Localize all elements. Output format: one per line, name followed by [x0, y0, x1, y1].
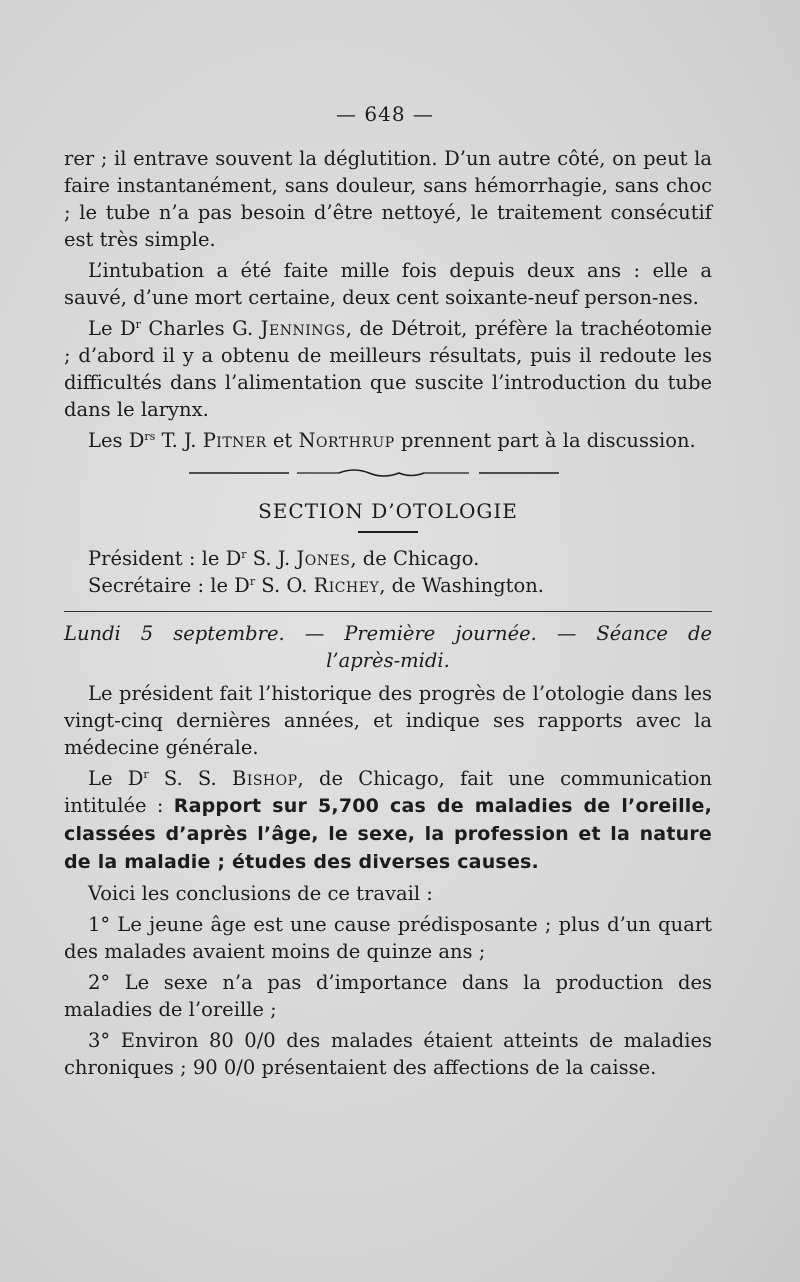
list-item: 3° Environ 80 0/0 des malades étaient atteints de maladies chroniques ; 90 0/0 présentaient des affections de la caisse. — [64, 1028, 712, 1079]
author-name: Pitner — [202, 429, 267, 452]
paragraph: Les $D^{rs}$ T. J. Pitner et Northrup prennent part à la discussion. — [88, 429, 696, 452]
paragraph: rer ; il entrave souvent la déglutition. D’un autre côté, on peut la faire instantanément, sans douleur, sans hémorrhagie, sans choc ; le tube n’a pas besoin d’être nettoyé, le traitement consécutif est très simple. — [64, 147, 712, 251]
ornament-icon — [189, 465, 559, 481]
section-title: SECTION D’OTOLOGIE — [258, 499, 518, 523]
ornamental-divider — [64, 460, 712, 488]
president-line: Président : le $D^r$ S. J. Jones, de Chicago. — [88, 546, 480, 570]
session-heading: Lundi 5 septembre. — Première journée. — Séance de — [64, 621, 712, 645]
paragraph: Le $D^r$ S. S. Bishop, de Chicago, fait une communication intitulée : Rapport sur 5,700 cas de maladies de l’oreille, classées d’après l’âge, le sexe, la profession et la nature de la maladie ; études des diverses causes. — [64, 766, 713, 873]
paragraph: Voici les conclusions de ce travail : — [88, 881, 433, 905]
title-underline — [358, 531, 418, 533]
communication-title: Rapport sur 5,700 cas de maladies de l’oreille, classées d’après l’âge, le sexe, la profession et la nature de la maladie ; études des diverses causes. — [64, 794, 712, 873]
paragraph: Le $D^r$ Charles G. Jennings, de Détroit, préfère la trachéotomie ; d’abord il y a obtenu de meilleurs résultats, puis il redoute les difficultés dans l’alimentation que suscite l’introduction du tube dans le larynx. — [64, 317, 713, 421]
page-text — [64, 145, 712, 1085]
session-heading-cont: l’après-midi. — [326, 648, 450, 672]
author-name: Northrup — [298, 429, 395, 452]
paragraph: Le président fait l’historique des progrès de l’otologie dans les vingt-cinq dernières années, et indique ses rapports avec la médecine générale. — [64, 681, 712, 759]
divider — [64, 611, 712, 612]
author-name: Jennings — [260, 317, 346, 340]
author-name: Bishop — [231, 766, 298, 790]
secretary-line: Secrétaire : le $D^r$ S. O. Richey, de Washington. — [88, 573, 544, 597]
paragraph: L’intubation a été faite mille fois depuis deux ans : elle a sauvé, d’une mort certaine, deux cent soixante-neuf person-nes. — [64, 259, 712, 309]
list-item: 1° Le jeune âge est une cause prédisposante ; plus d’un quart des malades avaient moins de quinze ans ; — [64, 912, 712, 963]
list-item: 2° Le sexe n’a pas d’importance dans la production des maladies de l’oreille ; — [64, 970, 712, 1021]
page-number: — 648 — — [336, 102, 434, 126]
